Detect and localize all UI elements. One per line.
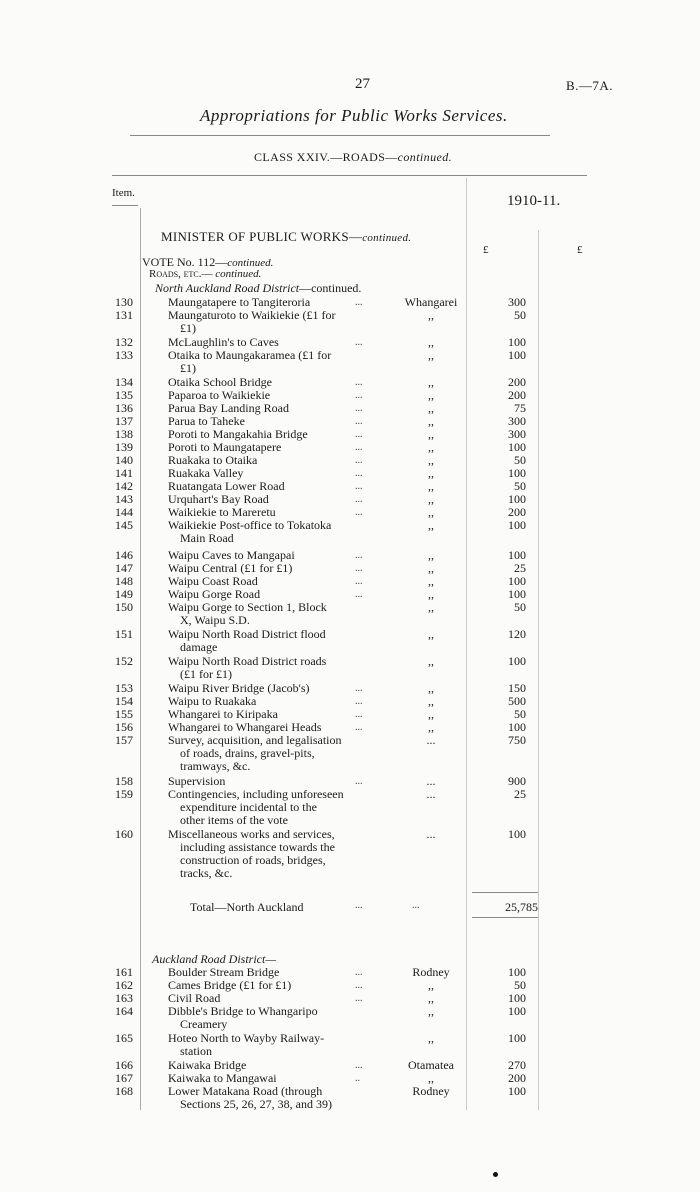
item-description: Waipu North Road District roads xyxy=(168,654,327,668)
item-number: 157 xyxy=(115,733,133,747)
item-number: 164 xyxy=(115,1004,133,1018)
item-description: Parua Bay Landing Road xyxy=(168,401,289,415)
item-description: Waipu Gorge Road xyxy=(168,587,261,601)
item-number: 156 xyxy=(115,720,133,734)
item-amount: 270 xyxy=(508,1058,526,1072)
item-number: 159 xyxy=(115,787,133,801)
item-description: Waipu Gorge to Section 1, Block xyxy=(168,600,327,614)
item-amount: 200 xyxy=(508,388,526,402)
table-row xyxy=(0,600,700,627)
item-amount: 100 xyxy=(508,991,526,1005)
page-title: Appropriations for Public Works Services. xyxy=(200,106,508,125)
table-row xyxy=(0,348,700,375)
roads-title: Roads, etc.— xyxy=(149,268,216,280)
item-description: Whangarei to Kiripaka xyxy=(168,707,278,721)
electoral-district: ,, xyxy=(428,505,434,519)
table-row xyxy=(0,376,700,390)
electoral-district: ,, xyxy=(428,1071,434,1085)
item-description-continued: £1) xyxy=(180,321,196,335)
item-description-continued: construction of roads, bridges, xyxy=(180,853,326,867)
vote-title: VOTE No. 112— xyxy=(142,255,228,269)
item-description: Boulder Stream Bridge xyxy=(168,965,280,979)
item-number: 147 xyxy=(115,561,133,575)
item-number: 138 xyxy=(115,427,133,441)
item-amount: 100 xyxy=(508,1084,526,1098)
table-row xyxy=(0,308,700,335)
table-row xyxy=(0,775,700,789)
table-row xyxy=(0,493,700,507)
item-number: 150 xyxy=(115,600,133,614)
item-description: Waikiekie Post-office to Tokatoka xyxy=(168,518,332,532)
item-description: Waipu Coast Road xyxy=(168,574,258,588)
table-row xyxy=(0,428,700,442)
electoral-district: ,, xyxy=(428,991,434,1005)
item-header-rule xyxy=(112,205,138,206)
item-number: 137 xyxy=(115,414,133,428)
leader-dots: ... xyxy=(355,709,363,720)
electoral-district: ... xyxy=(426,787,436,801)
table-row xyxy=(0,721,700,735)
leader-dots: ... xyxy=(355,297,363,308)
item-number: 154 xyxy=(115,694,133,708)
electoral-district: ,, xyxy=(428,694,434,708)
leader-dots: ... xyxy=(355,576,363,587)
item-description-continued: tracks, &c. xyxy=(180,866,233,880)
item-number: 134 xyxy=(115,375,133,389)
electoral-district: Whangarei xyxy=(404,295,458,309)
item-amount: 900 xyxy=(508,774,526,788)
item-amount: 300 xyxy=(508,427,526,441)
leader-dots: ... xyxy=(355,507,363,518)
item-amount: 100 xyxy=(508,965,526,979)
minister-title: MINISTER OF PUBLIC WORKS— xyxy=(161,229,363,244)
item-description: Kaiwaka to Mangawai xyxy=(168,1071,277,1085)
table-row xyxy=(0,708,700,722)
table-row xyxy=(0,467,700,481)
item-description: Maungatapere to Tangiteroria xyxy=(168,295,311,309)
table-row xyxy=(0,695,700,709)
item-amount: 100 xyxy=(508,518,526,532)
item-description: Poroti to Maungatapere xyxy=(168,440,282,454)
item-amount: 100 xyxy=(508,335,526,349)
table-row xyxy=(0,979,700,993)
item-description: Waikiekie to Mareretu xyxy=(168,505,276,519)
electoral-district: ,, xyxy=(428,375,434,389)
electoral-district: ,, xyxy=(428,492,434,506)
item-number: 161 xyxy=(115,965,133,979)
item-description: Whangarei to Whangarei Heads xyxy=(168,720,322,734)
item-amount: 100 xyxy=(508,587,526,601)
item-description-continued: (£1 for £1) xyxy=(180,667,232,681)
item-amount: 100 xyxy=(508,1004,526,1018)
table-row xyxy=(0,454,700,468)
electoral-district: ,, xyxy=(428,681,434,695)
table-row xyxy=(0,518,700,545)
table-row xyxy=(0,1084,700,1111)
electoral-district: ,, xyxy=(428,466,434,480)
item-amount: 100 xyxy=(508,440,526,454)
item-amount: 50 xyxy=(514,707,526,721)
electoral-district: ,, xyxy=(428,548,434,562)
year-column-header: 1910-11. xyxy=(507,193,561,209)
electoral-district: ,, xyxy=(428,587,434,601)
electoral-district: ,, xyxy=(428,600,434,614)
item-description-continued: expenditure incidental to the xyxy=(180,800,317,814)
total-dots-2: ... xyxy=(412,900,420,911)
item-number: 155 xyxy=(115,707,133,721)
item-amount: 50 xyxy=(514,479,526,493)
electoral-district: ... xyxy=(426,827,436,841)
item-number: 160 xyxy=(115,827,133,841)
item-number: 145 xyxy=(115,518,133,532)
table-row xyxy=(0,389,700,403)
leader-dots: ... xyxy=(355,442,363,453)
item-description-continued: station xyxy=(180,1044,212,1058)
item-description: Paparoa to Waikiekie xyxy=(168,388,271,402)
item-amount: 100 xyxy=(508,574,526,588)
item-number: 131 xyxy=(115,308,133,322)
leader-dots: ... xyxy=(355,696,363,707)
electoral-district: ,, xyxy=(428,453,434,467)
table-row xyxy=(0,402,700,416)
item-description: Supervision xyxy=(168,774,226,788)
item-amount: 25 xyxy=(514,561,526,575)
electoral-district: ,, xyxy=(428,348,434,362)
item-description: Cames Bridge (£1 for £1) xyxy=(168,978,292,992)
total-row xyxy=(190,900,420,915)
item-number: 143 xyxy=(115,492,133,506)
page-mark xyxy=(493,1172,498,1177)
item-description-continued: Creamery xyxy=(180,1017,228,1031)
item-amount: 150 xyxy=(508,681,526,695)
document-reference: B.—7A. xyxy=(566,78,614,93)
item-number: 142 xyxy=(115,479,133,493)
item-column-header: Item. xyxy=(112,187,135,199)
leader-dots: ... xyxy=(355,563,363,574)
electoral-district: ,, xyxy=(428,427,434,441)
leader-dots: ... xyxy=(355,481,363,492)
item-description: Kaiwaka Bridge xyxy=(168,1058,247,1072)
item-description: Waipu River Bridge (Jacob's) xyxy=(168,681,310,695)
item-amount: 300 xyxy=(508,414,526,428)
table-row xyxy=(0,506,700,520)
table-row xyxy=(0,966,700,980)
leader-dots: ... xyxy=(355,390,363,401)
title-rule xyxy=(130,135,550,136)
item-number: 163 xyxy=(115,991,133,1005)
table-row xyxy=(0,588,700,602)
class-continued: continued. xyxy=(397,150,452,164)
table-top-rule xyxy=(112,175,587,176)
electoral-district: ,, xyxy=(428,388,434,402)
item-number: 158 xyxy=(115,774,133,788)
leader-dots: ... xyxy=(355,589,363,600)
item-number: 168 xyxy=(115,1084,133,1098)
item-number: 135 xyxy=(115,388,133,402)
leader-dots: ... xyxy=(355,416,363,427)
table-row xyxy=(0,1072,700,1086)
electoral-district: Otamatea xyxy=(408,1058,454,1072)
item-number: 166 xyxy=(115,1058,133,1072)
item-amount: 75 xyxy=(514,401,526,415)
minister-continued: continued. xyxy=(362,232,412,244)
leader-dots: ... xyxy=(355,980,363,991)
item-amount: 200 xyxy=(508,505,526,519)
item-number: 132 xyxy=(115,335,133,349)
district-suffix: —continued. xyxy=(299,281,362,295)
district-title: North Auckland Road District xyxy=(155,281,300,295)
electoral-district: ,, xyxy=(428,335,434,349)
leader-dots: ... xyxy=(355,776,363,787)
electoral-district: ,, xyxy=(428,627,434,641)
item-description-continued: £1) xyxy=(180,361,196,375)
item-number: 146 xyxy=(115,548,133,562)
table-row xyxy=(0,1031,700,1058)
item-description-continued: Sections 25, 26, 27, 38, and 39) xyxy=(180,1097,332,1111)
district-heading xyxy=(155,281,361,296)
class-title: CLASS XXIV.—ROADS— xyxy=(254,150,398,164)
electoral-district: ,, xyxy=(428,308,434,322)
item-description: Waipu Caves to Mangapai xyxy=(168,548,295,562)
item-description: McLaughlin's to Caves xyxy=(168,335,279,349)
leader-dots: ... xyxy=(355,1060,363,1071)
class-heading xyxy=(254,150,452,165)
item-description: Urquhart's Bay Road xyxy=(168,492,269,506)
item-description: Waipu to Ruakaka xyxy=(168,694,257,708)
table-row xyxy=(0,627,700,654)
item-description: Lower Matakana Road (through xyxy=(168,1084,323,1098)
item-amount: 50 xyxy=(514,978,526,992)
item-description: Civil Road xyxy=(168,991,221,1005)
electoral-district: Rodney xyxy=(412,965,450,979)
item-number: 153 xyxy=(115,681,133,695)
item-number: 149 xyxy=(115,587,133,601)
item-description-continued: damage xyxy=(180,640,218,654)
electoral-district: ,, xyxy=(428,720,434,734)
total-label: Total—North Auckland xyxy=(190,900,304,914)
total-dots-1: ... xyxy=(355,900,363,911)
electoral-district: Rodney xyxy=(412,1084,450,1098)
table-row xyxy=(0,682,700,696)
leader-dots: .. xyxy=(355,1073,360,1084)
electoral-district: ... xyxy=(426,733,436,747)
total-bottom-rule xyxy=(472,917,538,918)
table-row xyxy=(0,1004,700,1031)
table-row xyxy=(0,787,700,827)
table-row xyxy=(0,296,700,310)
item-description: Ruakaka Valley xyxy=(168,466,244,480)
item-description: Otaika to Maungakaramea (£1 for xyxy=(168,348,332,362)
table-row xyxy=(0,441,700,455)
item-description: Waipu North Road District flood xyxy=(168,627,326,641)
item-description-continued: other items of the vote xyxy=(180,813,288,827)
auckland-district-heading: Auckland Road District— xyxy=(152,952,276,966)
table-row xyxy=(0,827,700,880)
leader-dots: ... xyxy=(355,550,363,561)
item-description: Dibble's Bridge to Whangaripo xyxy=(168,1004,318,1018)
pound-symbol-left: £ xyxy=(483,244,489,256)
electoral-district: ,, xyxy=(428,440,434,454)
pound-symbol-right: £ xyxy=(577,244,583,256)
item-number: 151 xyxy=(115,627,133,641)
leader-dots: ... xyxy=(355,683,363,694)
table-row xyxy=(0,575,700,589)
item-number: 165 xyxy=(115,1031,133,1045)
item-number: 162 xyxy=(115,978,133,992)
table-row xyxy=(0,1059,700,1073)
electoral-district: ,, xyxy=(428,561,434,575)
item-number: 144 xyxy=(115,505,133,519)
item-number: 130 xyxy=(115,295,133,309)
page-number: 27 xyxy=(355,76,370,92)
item-description-continued: Main Road xyxy=(180,531,234,545)
leader-dots: ... xyxy=(355,993,363,1004)
leader-dots: ... xyxy=(355,429,363,440)
electoral-district: ,, xyxy=(428,518,434,532)
item-number: 133 xyxy=(115,348,133,362)
electoral-district: ,, xyxy=(428,574,434,588)
roads-heading xyxy=(149,268,261,280)
electoral-district: ,, xyxy=(428,978,434,992)
item-description: Poroti to Mangakahia Bridge xyxy=(168,427,308,441)
item-amount: 100 xyxy=(508,348,526,362)
table-row xyxy=(0,480,700,494)
item-amount: 100 xyxy=(508,1031,526,1045)
table-row xyxy=(0,415,700,429)
table-row xyxy=(0,992,700,1006)
item-amount: 300 xyxy=(508,295,526,309)
item-number: 141 xyxy=(115,466,133,480)
item-amount: 50 xyxy=(514,308,526,322)
table-row xyxy=(0,654,700,681)
vote-continued: continued. xyxy=(227,257,274,269)
item-description: Survey, acquisition, and legalisation xyxy=(168,733,342,747)
item-description-continued: X, Waipu S.D. xyxy=(180,613,250,627)
minister-heading xyxy=(161,229,411,245)
item-description: Maungaturoto to Waikiekie (£1 for xyxy=(168,308,336,322)
item-description: Otaika School Bridge xyxy=(168,375,272,389)
item-description-continued: of roads, drains, gravel-pits, xyxy=(180,746,315,760)
table-row xyxy=(0,549,700,563)
leader-dots: ... xyxy=(355,967,363,978)
leader-dots: ... xyxy=(355,377,363,388)
electoral-district: ,, xyxy=(428,707,434,721)
electoral-district: ... xyxy=(426,774,436,788)
item-description-continued: tramways, &c. xyxy=(180,759,251,773)
item-amount: 50 xyxy=(514,600,526,614)
item-amount: 120 xyxy=(508,627,526,641)
item-description: Ruakaka to Otaika xyxy=(168,453,258,467)
item-description: Ruatangata Lower Road xyxy=(168,479,285,493)
item-number: 167 xyxy=(115,1071,133,1085)
item-amount: 25 xyxy=(514,787,526,801)
item-amount: 200 xyxy=(508,375,526,389)
item-amount: 100 xyxy=(508,466,526,480)
table-row xyxy=(0,562,700,576)
electoral-district: ,, xyxy=(428,654,434,668)
item-number: 148 xyxy=(115,574,133,588)
roads-continued: continued. xyxy=(215,268,262,280)
item-amount: 100 xyxy=(508,827,526,841)
electoral-district: ,, xyxy=(428,401,434,415)
electoral-district: ,, xyxy=(428,1004,434,1018)
electoral-district: ,, xyxy=(428,479,434,493)
item-amount: 100 xyxy=(508,654,526,668)
leader-dots: ... xyxy=(355,455,363,466)
leader-dots: ... xyxy=(355,722,363,733)
item-number: 152 xyxy=(115,654,133,668)
table-row xyxy=(0,336,700,350)
item-amount: 750 xyxy=(508,733,526,747)
leader-dots: ... xyxy=(355,403,363,414)
item-amount: 100 xyxy=(508,548,526,562)
table-row xyxy=(0,733,700,773)
item-amount: 100 xyxy=(508,492,526,506)
leader-dots: ... xyxy=(355,494,363,505)
leader-dots: ... xyxy=(355,468,363,479)
item-amount: 200 xyxy=(508,1071,526,1085)
item-description: Miscellaneous works and services, xyxy=(168,827,335,841)
item-description: Waipu Central (£1 for £1) xyxy=(168,561,293,575)
item-number: 140 xyxy=(115,453,133,467)
electoral-district: ,, xyxy=(428,414,434,428)
item-description: Parua to Taheke xyxy=(168,414,245,428)
total-rule xyxy=(472,892,538,893)
leader-dots: ... xyxy=(355,337,363,348)
item-number: 136 xyxy=(115,401,133,415)
item-description: Hoteo North to Wayby Railway- xyxy=(168,1031,325,1045)
item-description-continued: including assistance towards the xyxy=(180,840,335,854)
electoral-district: ,, xyxy=(428,1031,434,1045)
item-amount: 500 xyxy=(508,694,526,708)
total-amount: 25,785 xyxy=(505,900,538,914)
item-amount: 50 xyxy=(514,453,526,467)
item-description: Contingencies, including unforeseen xyxy=(168,787,344,801)
item-amount: 100 xyxy=(508,720,526,734)
item-number: 139 xyxy=(115,440,133,454)
